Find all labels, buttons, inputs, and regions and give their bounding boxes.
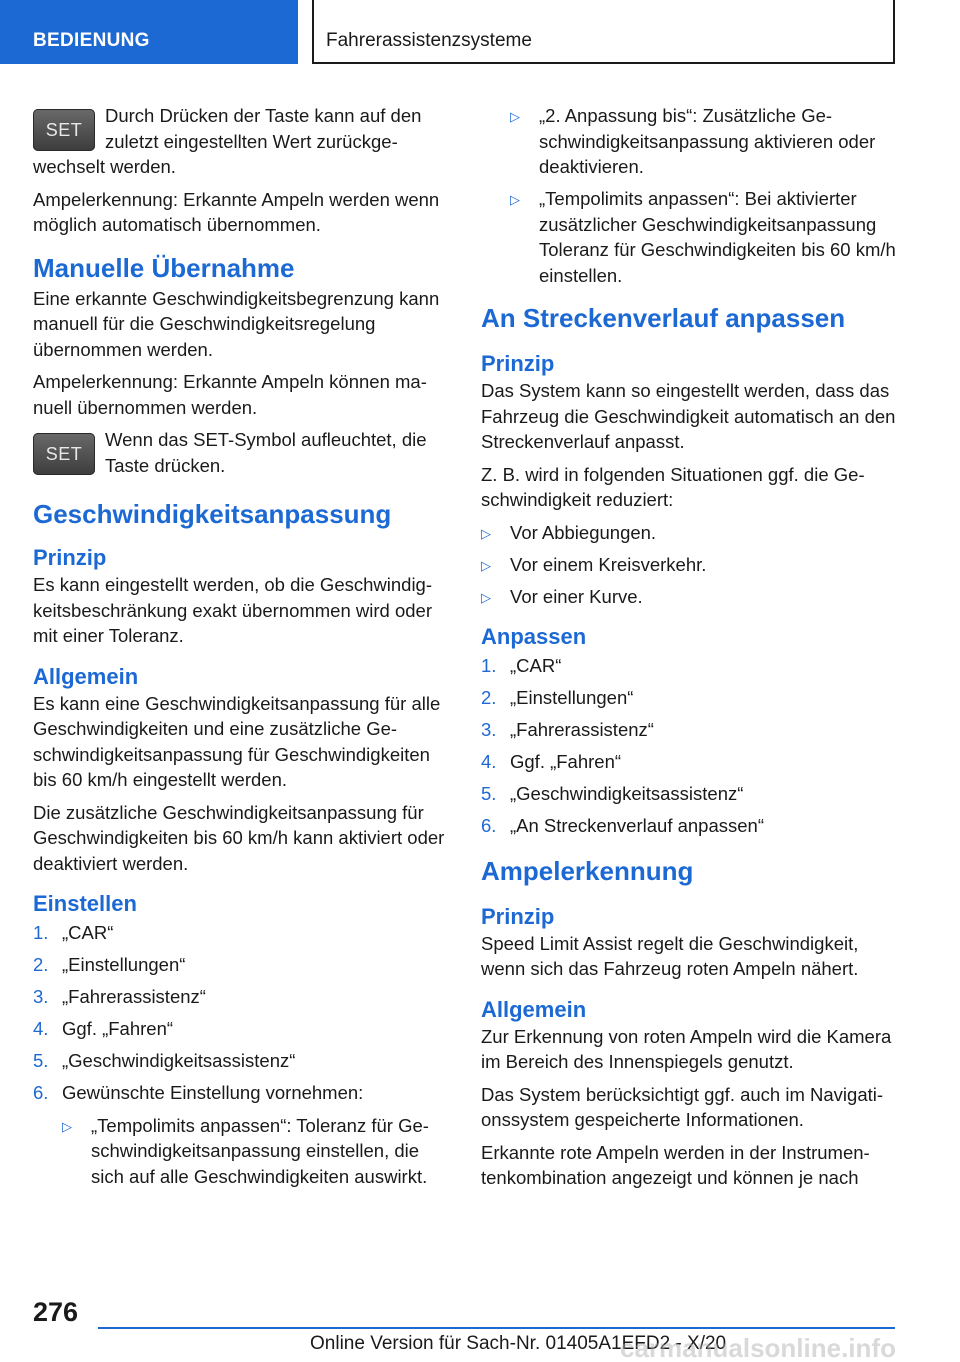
list-item <box>481 584 901 610</box>
step-text: „Fahrerassistenz“ <box>510 719 654 740</box>
list-item <box>33 920 448 946</box>
paragraph: Erkannte rote Ampeln werden in der Instrumentenkombination angezeigt und können je nach <box>481 1141 870 1188</box>
sub-bullet-list <box>62 1113 448 1190</box>
subheading-einstellen: Einstellen <box>33 891 137 916</box>
subheading-prinzip: Prinzip <box>481 903 555 929</box>
list-item <box>481 520 901 546</box>
paragraph: Es kann eine Geschwindigkeitsanpassung für alle Geschwindigkeiten und eine zusätzliche Geschwindigkeitsanpassung für Geschwindigkeiten bis 60 km/h eingestellt werden. <box>33 692 441 790</box>
bullet-text: „2. Anpassung bis“: Zusätzliche Geschwindigkeitsanpassung aktivieren oder deaktivieren. <box>539 105 876 177</box>
triangle-bullet-icon: ▷ <box>481 557 491 573</box>
left-column <box>33 103 448 1196</box>
list-item <box>481 717 901 743</box>
paragraph: Es kann eingestellt werden, ob die Geschwindigkeitsbeschränkung exakt übernommen wird oder mit einer Toleranz. <box>33 574 433 646</box>
paragraph: Speed Limit Assist regelt die Geschwindigkeit, wenn sich das Fahrzeug roten Ampeln nähert. <box>481 932 859 979</box>
paragraph: Das System berücksichtigt ggf. auch im Navigationssystem gespeicherte Informationen. <box>481 1083 884 1130</box>
step-text: „Geschwindigkeitsassistenz“ <box>62 1050 296 1071</box>
list-item <box>481 685 901 711</box>
set-note-text: Durch Drücken der Taste kann auf den zuletzt eingestellten Wert zurückgewechselt werden. <box>33 105 422 177</box>
paragraph: Ampelerkennung: Erkannte Ampeln können manuell übernommen werden. <box>33 371 427 418</box>
list-item <box>33 952 448 978</box>
subheading-allgemein: Allgemein <box>33 663 139 689</box>
heading-streckenverlauf: An Streckenverlauf anpassen <box>481 303 846 333</box>
list-item <box>510 186 901 288</box>
subheading-prinzip: Prinzip <box>33 545 107 570</box>
step-text: Gewünschte Einstellung vornehmen: <box>62 1082 364 1103</box>
bullet-text: „Tempolimits anpassen“: Toleranz für Geschwindigkeitsanpassung einstellen, die sich auf alle Geschwindigkeiten auswirkt. <box>91 1114 429 1187</box>
chapter-tab <box>312 0 895 64</box>
page-number: 276 <box>33 1297 79 1327</box>
step-number: 1. <box>33 922 49 943</box>
step-number: 5. <box>481 783 497 804</box>
paragraph: Ampelerkennung: Erkannte Ampeln werden wenn möglich automatisch übernommen. <box>33 188 440 235</box>
step-number: 4. <box>481 751 497 772</box>
triangle-bullet-icon: ▷ <box>481 525 491 541</box>
step-number: 2. <box>33 954 49 975</box>
heading-ampelerkennung: Ampelerkennung <box>481 855 694 886</box>
paragraph: Eine erkannte Geschwindigkeitsbegrenzung kann manuell für die Geschwindigkeitsregelung übernommen werden. <box>33 287 440 360</box>
step-text: „Einstellungen“ <box>62 954 186 975</box>
subheading-allgemein: Allgemein <box>481 996 587 1022</box>
paragraph: Z. B. wird in folgenden Situationen ggf. die Geschwindigkeit reduziert: <box>481 463 865 510</box>
triangle-bullet-icon: ▷ <box>481 589 491 605</box>
step-number: 3. <box>33 986 49 1007</box>
step-text: „Fahrerassistenz“ <box>62 986 206 1007</box>
step-text: „Einstellungen“ <box>510 687 634 708</box>
watermark: carmanualsonline.info <box>620 1333 896 1362</box>
triangle-bullet-icon: ▷ <box>510 109 520 124</box>
set-note-2 <box>33 427 448 478</box>
list-item <box>33 1080 448 1189</box>
step-number: 4. <box>33 1018 49 1039</box>
paragraph: Zur Erkennung von roten Ampeln wird die Kamera im Bereich des Innenspiegels genutzt. <box>481 1025 892 1072</box>
set-note-1 <box>33 103 448 180</box>
bullet-text: „Tempolimits anpassen“: Bei aktivierter zusätzlicher Geschwindigkeitsanpassung Toleranz für Geschwindigkeiten bis 60 km/h einstellen. <box>539 188 896 286</box>
step-number: 5. <box>33 1050 49 1071</box>
set-note-text: Wenn das SET-Symbol aufleuchtet, die Taste drücken. <box>105 429 427 476</box>
step-number: 1. <box>481 655 497 676</box>
section-title: BEDIENUNG <box>33 30 150 51</box>
list-item <box>481 653 901 679</box>
list-item <box>510 103 901 180</box>
subheading-anpassen: Anpassen <box>481 624 587 649</box>
step-number: 6. <box>33 1082 49 1103</box>
triangle-bullet-icon: ▷ <box>510 192 520 207</box>
heading-geschwindigkeitsanpassung: Geschwindigkeitsanpassung <box>33 499 392 529</box>
step-text: „An Streckenverlauf anpassen“ <box>510 815 764 836</box>
step-text: „CAR“ <box>510 655 562 676</box>
list-item <box>62 1113 448 1190</box>
step-text: „Geschwindigkeitsassistenz“ <box>510 783 744 804</box>
subheading-prinzip: Prinzip <box>481 351 555 376</box>
continued-bullet-list <box>510 103 901 288</box>
paragraph: Das System kann so eingestellt werden, dass das Fahrzeug die Geschwindigkeit automatisch an den Streckenverlauf anpasst. <box>481 380 896 452</box>
list-item <box>481 749 901 775</box>
footer-rule <box>98 1327 895 1329</box>
set-button-icon: SET <box>33 433 95 475</box>
list-item <box>33 1048 448 1074</box>
steps-list <box>481 653 901 839</box>
section-tab <box>0 0 298 64</box>
online-version-note: Online Version für Sach-Nr. 01405A1EFD2 - X/20 <box>310 1333 727 1354</box>
list-item <box>481 552 901 578</box>
paragraph: Die zusätzliche Geschwindigkeitsanpassung für Geschwindigkeiten bis 60 km/h kann aktiviert oder deaktiviert werden. <box>33 801 445 874</box>
step-text: „CAR“ <box>62 922 114 943</box>
step-text: Ggf. „Fahren“ <box>62 1018 174 1039</box>
list-item <box>481 813 901 839</box>
set-button-icon: SET <box>33 109 95 151</box>
list-item <box>481 781 901 807</box>
step-number: 6. <box>481 815 497 836</box>
triangle-bullet-icon: ▷ <box>62 1118 72 1134</box>
situations-list <box>481 520 901 610</box>
steps-list <box>33 920 448 1189</box>
step-text: Ggf. „Fahren“ <box>510 751 622 772</box>
bullet-text: Vor einem Kreisverkehr. <box>510 553 707 575</box>
bullet-text: Vor Abbiegungen. <box>510 521 657 543</box>
heading-manuelle-uebernahme: Manuelle Übernahme <box>33 252 295 283</box>
right-column <box>481 103 901 1198</box>
chapter-title: Fahrerassistenzsysteme <box>326 30 532 51</box>
bullet-text: Vor einer Kurve. <box>510 585 643 607</box>
step-number: 3. <box>481 719 497 740</box>
step-number: 2. <box>481 687 497 708</box>
list-item <box>33 1016 448 1042</box>
list-item <box>33 984 448 1010</box>
